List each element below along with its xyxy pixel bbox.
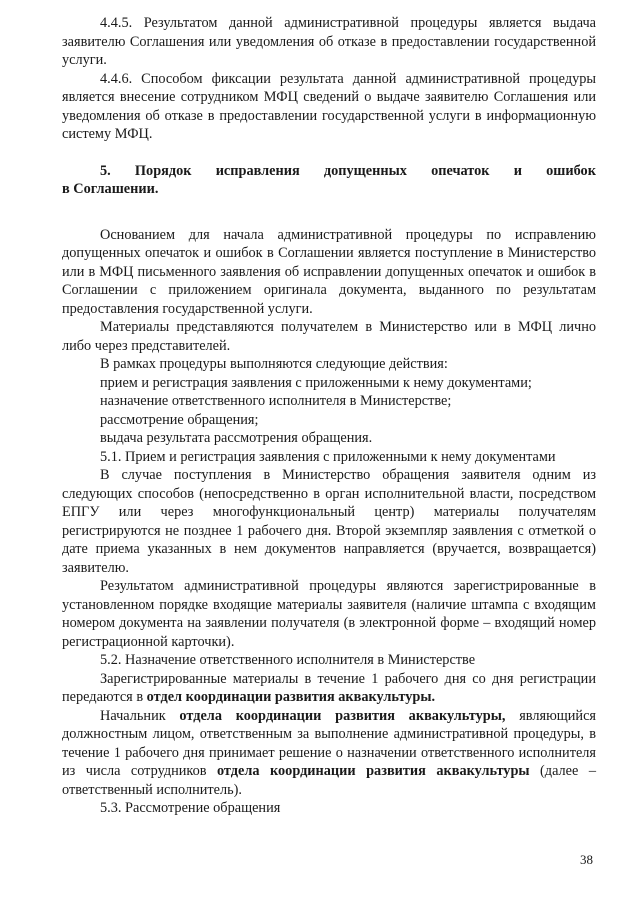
heading-line-1: 5. Порядок исправления допущенных опечаток и ошибок <box>100 162 596 179</box>
document-page <box>62 14 596 818</box>
bold-department-name: отдела координации развития аквакультуры, <box>179 707 506 724</box>
heading-line-2: в Соглашении. <box>62 181 159 197</box>
action-item-4: выдача результата рассмотрения обращения. <box>100 430 373 446</box>
subsection-5-2-title: 5.2. Назначение ответственного исполнителя в Министерстве <box>100 652 476 668</box>
paragraph-4-4-5: 4.4.5. Результатом данной административной процедуры является выдача заявителю Соглашения или уведомления об отказе в предоставлении государственной услуги. <box>62 15 596 68</box>
page-number: 38 <box>580 852 593 867</box>
subsection-5-1-title: 5.1. Прием и регистрация заявления с приложенными к нему документами <box>100 448 556 465</box>
action-item-1: прием и регистрация заявления с приложенными к нему документами; <box>100 374 532 391</box>
section-5-heading <box>62 162 596 199</box>
paragraph-5-1-b: Результатом административной процедуры являются зарегистрированные в установленном порядке входящие материалы заявителя (наличие штампа с входящим номером документа на заявлении получателя (в электронной форме – входящий номер регистрационной карточки). <box>62 578 596 650</box>
paragraph-4-4-6: 4.4.6. Способом фиксации результата данной административной процедуры является внесение сотрудником МФЦ сведений о выдаче заявителю Соглашения или уведомления об отказе в предоставлении государственной услуги в информационную систему МФЦ. <box>62 70 596 142</box>
paragraph-5-1-a: В случае поступления в Министерство обращения заявителя одним из следующих способов (непосредственно в орган исполнительной власти, посредством ЕПГУ или через многофункциональный центр) материалы получателям регистрируются не позднее 1 рабочего дня. Второй экземпляр заявления с отметкой о дате приема указанных в нем документов направляется (вручается, возвращается) заявителю. <box>62 467 596 576</box>
bold-department-name: отдела координации развития аквакультуры <box>216 763 530 779</box>
paragraph-5-2-b: Начальник отдела координации развития аквакультуры, являющийся должностным лицом, ответственным за выполнение административной процедуры, в течение 1 рабочего дня принимает решение о назначении ответственного исполнителя из числа сотрудников отдела координации развития аквакультуры (далее – ответственный исполнитель). <box>62 707 596 798</box>
action-item-2: назначение ответственного исполнителя в Министерстве; <box>100 393 452 409</box>
paragraph-materials: Материалы представляются получателем в Министерство или в МФЦ лично либо через представителей. <box>62 319 596 354</box>
paragraph-5-2-a: Зарегистрированные материалы в течение 1 рабочего дня со дня регистрации передаются в отдел координации развития аквакультуры. <box>62 670 596 705</box>
paragraph-basis: Основанием для начала административной процедуры по исправлению допущенных опечаток и ошибок в Соглашении является поступление в Министерство или в МФЦ письменного заявления об исправлении допущенных опечаток и ошибок в Соглашении с приложением оригинала документа, выданного по результатам предоставления государственной услуги. <box>62 226 596 317</box>
action-item-3: рассмотрение обращения; <box>100 411 259 428</box>
paragraph-actions-intro: В рамках процедуры выполняются следующие действия: <box>100 356 448 372</box>
subsection-5-3-title: 5.3. Рассмотрение обращения <box>100 800 281 816</box>
bold-department-name: отдел координации развития аквакультуры. <box>146 689 436 705</box>
